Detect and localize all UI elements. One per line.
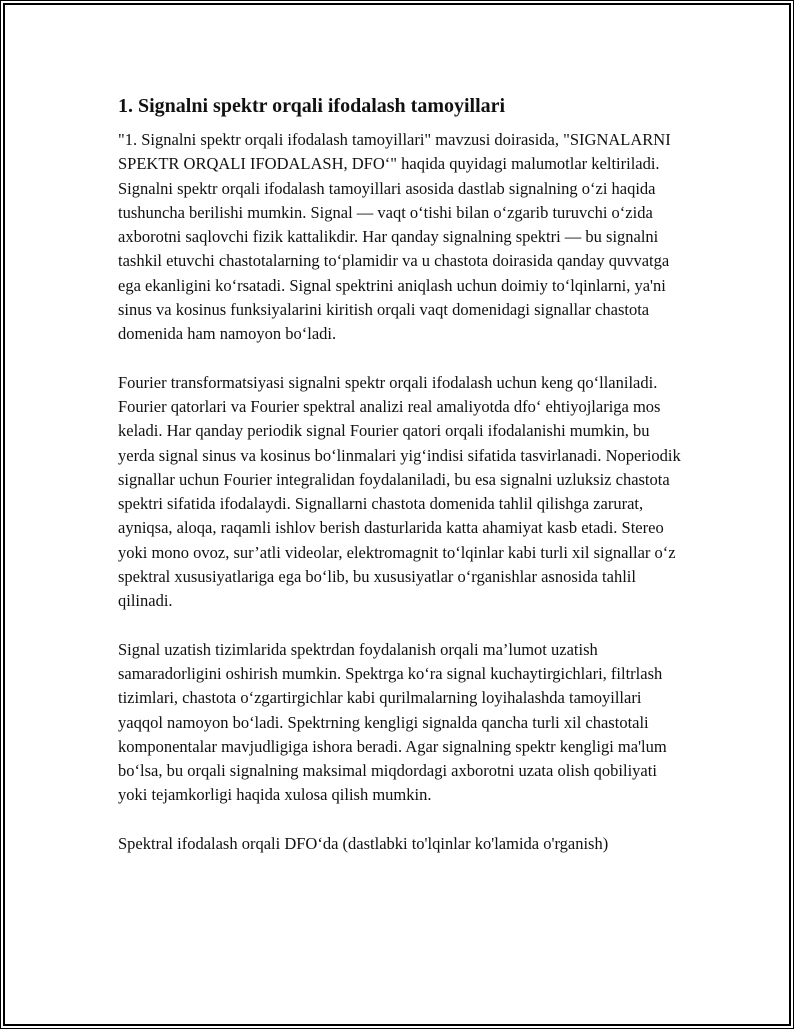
paragraph-3: Signal uzatish tizimlarida spektrdan foydalanish orqali ma’lumot uzatish samaradorligini oshirish mumkin. Spektrga ko‘ra signal kuchaytirgichlari, filtrlash tizimlari, chastota o‘zgartirgichlar kabi qurilmalarning loyihalashda tamoyillari yaqqol namoyon bo‘ladi. Spektrning kengligi signalda qancha turli xil chastotali komponentalar mavjudligiga ishora beradi. Agar signalning spektr kengligi ma'lum bo‘lsa, bu orqali signalning maksimal miqdordagi axborotni uzata olish qobiliyati yoki tejamkorligi haqida xulosa qilish mumkin. xyxy=(118,639,667,805)
paragraph-4: Spektral ifodalash orqali DFO‘da (dastlabki to'lqinlar ko'lamida o'rganish) xyxy=(118,833,609,853)
paragraph-2: Fourier transformatsiyasi signalni spektr orqali ifodalash uchun keng qo‘llaniladi. Fourier qatorlari va Fourier spektral analizi real amaliyotda dfo‘ ehtiyojlariga mos keladi. Har qanday periodik signal Fourier qatori orqali ifodalanishi mumkin, bu yerda signal sinus va kosinus bo‘linmalari yig‘indisi sifatida tasvirlanadi. Noperiodik signallar uchun Fourier integralidan foydalaniladi, bu esa signalni uzluksiz chastota spektri sifatida ifodalaydi. Signallarni chastota domenida tahlil qilishga zarurat, ayniqsa, aloqa, raqamli ishlov berish dasturlarida katta ahamiyat kasb etadi. Stereo yoki mono ovoz, sur’atli videolar, elektromagnit to‘lqinlar kabi turli xil signallar o‘z spektral xususiyatlariga ega bo‘lib, bu xususiyatlar o‘rganishlar asnosida tahlil qilinadi. xyxy=(118,372,681,611)
section-heading: 1. Signalni spektr orqali ifodalash tamoyillari xyxy=(118,95,506,117)
paragraph-1: "1. Signalni spektr orqali ifodalash tamoyillari" mavzusi doirasida, "SIGNALARNI SPEKTR ORQALI IFODALASH, DFO‘" haqida quyidagi malumotlar keltiriladi. Signalni spektr orqali ifodalash tamoyillari asosida dastlab signalning o‘zi haqida tushuncha berilishi mumkin. Signal — vaqt o‘tishi bilan o‘zgarib turuvchi o‘zida axborotni saqlovchi fizik kattalikdir. Har qanday signalning spektri — bu signalni tashkil etuvchi chastotalarning to‘plamidir va u chastota doirasida qanday quvvatga ega ekanligini ko‘rsatadi. Signal spektrini aniqlash uchun doimiy to‘lqinlarni, ya'ni sinus va kosinus funksiyalarini kiritish orqali vaqt domenidagi signallar chastota domenida ham namoyon bo‘ladi. xyxy=(118,130,671,344)
document-body xyxy=(118,93,688,856)
